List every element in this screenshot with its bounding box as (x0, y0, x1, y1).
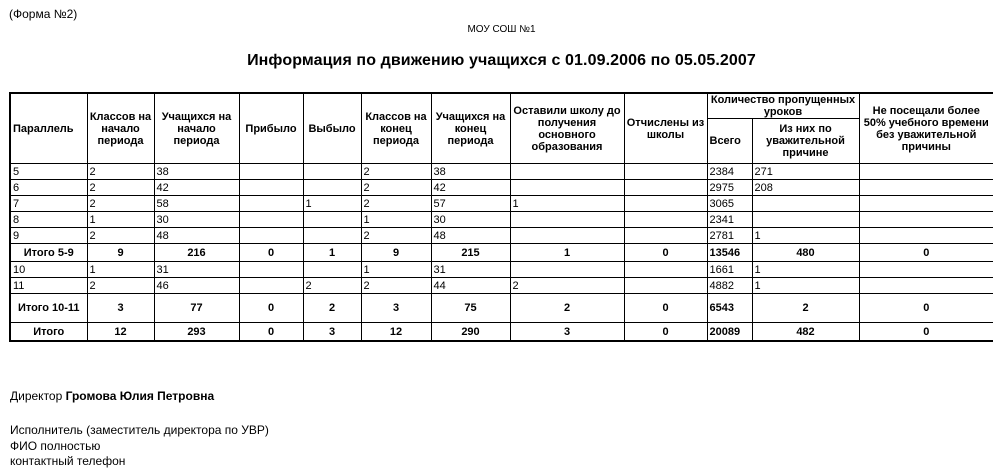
cell-expelled (624, 196, 707, 212)
cell-classes-end: 2 (361, 278, 431, 294)
cell-arrived (239, 278, 303, 294)
cell-missed-valid: 208 (752, 180, 859, 196)
cell-missed-valid (752, 212, 859, 228)
cell-arrived (239, 262, 303, 278)
cell-missed-total: 2781 (707, 228, 752, 244)
cell-classes-end: 2 (361, 180, 431, 196)
cell-students-start: 42 (154, 180, 239, 196)
cell-left-school: 2 (510, 278, 624, 294)
cell-not-attended (859, 164, 993, 180)
cell-missed-total: 13546 (707, 244, 752, 262)
cell-missed-valid: 480 (752, 244, 859, 262)
cell-not-attended (859, 228, 993, 244)
header-left-school: Оставили школу до получения основного образования (510, 93, 624, 164)
table-row (10, 212, 993, 228)
cell-classes-end: 2 (361, 228, 431, 244)
executor-label: Исполнитель (заместитель директора по УВР) (10, 423, 269, 437)
cell-missed-total: 3065 (707, 196, 752, 212)
cell-not-attended (859, 278, 993, 294)
cell-left-school (510, 180, 624, 196)
cell-parallel: 8 (10, 212, 87, 228)
cell-expelled (624, 228, 707, 244)
cell-missed-valid (752, 196, 859, 212)
cell-parallel: 11 (10, 278, 87, 294)
cell-expelled: 0 (624, 244, 707, 262)
cell-students-end: 48 (431, 228, 510, 244)
table-row (10, 196, 993, 212)
cell-students-end: 31 (431, 262, 510, 278)
cell-students-start: 77 (154, 294, 239, 323)
cell-arrived: 0 (239, 294, 303, 323)
table-row (10, 180, 993, 196)
cell-classes-start: 3 (87, 294, 154, 323)
cell-not-attended (859, 262, 993, 278)
cell-left: 2 (303, 278, 361, 294)
cell-students-start: 216 (154, 244, 239, 262)
cell-classes-start: 1 (87, 212, 154, 228)
cell-missed-total: 1661 (707, 262, 752, 278)
header-not-attended: Не посещали более 50% учебного времени без уважительной причины (859, 93, 993, 164)
cell-left (303, 262, 361, 278)
header-arrived: Прибыло (239, 93, 303, 164)
cell-arrived (239, 212, 303, 228)
cell-classes-end: 12 (361, 323, 431, 342)
cell-classes-start: 2 (87, 228, 154, 244)
cell-missed-total: 20089 (707, 323, 752, 342)
header-students-start: Учащихся на начало периода (154, 93, 239, 164)
cell-parallel: 5 (10, 164, 87, 180)
cell-classes-end: 2 (361, 164, 431, 180)
cell-missed-total: 6543 (707, 294, 752, 323)
cell-left (303, 164, 361, 180)
cell-classes-start: 12 (87, 323, 154, 342)
executor-block (10, 423, 269, 470)
cell-classes-end: 1 (361, 212, 431, 228)
cell-left (303, 228, 361, 244)
cell-classes-start: 9 (87, 244, 154, 262)
cell-students-end: 44 (431, 278, 510, 294)
cell-parallel: 10 (10, 262, 87, 278)
cell-students-end: 42 (431, 180, 510, 196)
total-row (10, 244, 993, 262)
cell-arrived: 0 (239, 244, 303, 262)
cell-left: 3 (303, 323, 361, 342)
total-row (10, 323, 993, 342)
report-title: Информация по движению учащихся с 01.09.2006 по 05.05.2007 (247, 52, 756, 69)
phone-label: контактный телефон (10, 454, 126, 468)
cell-missed-total: 2975 (707, 180, 752, 196)
table-header-row (10, 93, 993, 119)
cell-missed-total: 2384 (707, 164, 752, 180)
cell-missed-total: 4882 (707, 278, 752, 294)
cell-left (303, 212, 361, 228)
header-missed-valid: Из них по уважительной причине (752, 119, 859, 164)
cell-classes-start: 1 (87, 262, 154, 278)
cell-classes-start: 2 (87, 196, 154, 212)
cell-students-end: 75 (431, 294, 510, 323)
cell-expelled (624, 262, 707, 278)
table-row (10, 278, 993, 294)
cell-arrived (239, 196, 303, 212)
cell-students-end: 30 (431, 212, 510, 228)
cell-expelled (624, 164, 707, 180)
cell-left-school (510, 164, 624, 180)
cell-left-school: 2 (510, 294, 624, 323)
table-row (10, 228, 993, 244)
cell-parallel: 6 (10, 180, 87, 196)
cell-classes-start: 2 (87, 180, 154, 196)
header-expelled: Отчислены из школы (624, 93, 707, 164)
cell-not-attended: 0 (859, 323, 993, 342)
director-line (10, 389, 214, 403)
cell-missed-valid: 1 (752, 278, 859, 294)
cell-parallel: Итого (10, 323, 87, 342)
cell-students-start: 31 (154, 262, 239, 278)
cell-missed-valid: 2 (752, 294, 859, 323)
cell-missed-valid: 271 (752, 164, 859, 180)
cell-students-start: 30 (154, 212, 239, 228)
total-row (10, 294, 993, 323)
header-parallel: Параллель (10, 93, 87, 164)
cell-students-end: 38 (431, 164, 510, 180)
cell-missed-total: 2341 (707, 212, 752, 228)
cell-parallel: Итого 10-11 (10, 294, 87, 323)
cell-expelled (624, 180, 707, 196)
director-label: Директор (10, 389, 63, 403)
cell-students-start: 38 (154, 164, 239, 180)
cell-left-school: 3 (510, 323, 624, 342)
cell-left: 1 (303, 196, 361, 212)
cell-left: 2 (303, 294, 361, 323)
cell-not-attended (859, 180, 993, 196)
cell-not-attended: 0 (859, 244, 993, 262)
cell-classes-end: 3 (361, 294, 431, 323)
cell-left-school: 1 (510, 244, 624, 262)
table-row (10, 262, 993, 278)
cell-not-attended (859, 212, 993, 228)
header-left: Выбыло (303, 93, 361, 164)
cell-classes-start: 2 (87, 278, 154, 294)
cell-students-start: 293 (154, 323, 239, 342)
cell-left-school (510, 228, 624, 244)
header-missed-total: Всего (707, 119, 752, 164)
cell-classes-start: 2 (87, 164, 154, 180)
fio-label: ФИО полностью (10, 438, 101, 453)
cell-not-attended: 0 (859, 294, 993, 323)
cell-expelled (624, 212, 707, 228)
header-classes-start: Классов на начало периода (87, 93, 154, 164)
header-students-end: Учащихся на конец периода (431, 93, 510, 164)
cell-arrived (239, 228, 303, 244)
cell-students-end: 215 (431, 244, 510, 262)
cell-left-school (510, 262, 624, 278)
cell-expelled: 0 (624, 323, 707, 342)
cell-students-start: 58 (154, 196, 239, 212)
cell-students-end: 57 (431, 196, 510, 212)
cell-expelled (624, 278, 707, 294)
form-number: (Форма №2) (9, 7, 78, 21)
cell-students-start: 48 (154, 228, 239, 244)
header-missed-lessons: Количество пропущенных уроков (707, 93, 859, 119)
cell-parallel: 9 (10, 228, 87, 244)
cell-classes-end: 9 (361, 244, 431, 262)
cell-students-end: 290 (431, 323, 510, 342)
cell-missed-valid: 1 (752, 262, 859, 278)
cell-parallel: Итого 5-9 (10, 244, 87, 262)
cell-left: 1 (303, 244, 361, 262)
cell-arrived: 0 (239, 323, 303, 342)
director-name: Громова Юлия Петровна (65, 389, 215, 403)
cell-classes-end: 1 (361, 262, 431, 278)
cell-left (303, 180, 361, 196)
cell-arrived (239, 164, 303, 180)
cell-arrived (239, 180, 303, 196)
cell-left-school: 1 (510, 196, 624, 212)
cell-missed-valid: 1 (752, 228, 859, 244)
header-classes-end: Классов на конец периода (361, 93, 431, 164)
cell-parallel: 7 (10, 196, 87, 212)
student-movement-table (9, 92, 993, 342)
cell-missed-valid: 482 (752, 323, 859, 342)
cell-not-attended (859, 196, 993, 212)
table-row (10, 164, 993, 180)
cell-classes-end: 2 (361, 196, 431, 212)
cell-expelled: 0 (624, 294, 707, 323)
cell-students-start: 46 (154, 278, 239, 294)
school-name: МОУ СОШ №1 (467, 24, 536, 35)
cell-left-school (510, 212, 624, 228)
